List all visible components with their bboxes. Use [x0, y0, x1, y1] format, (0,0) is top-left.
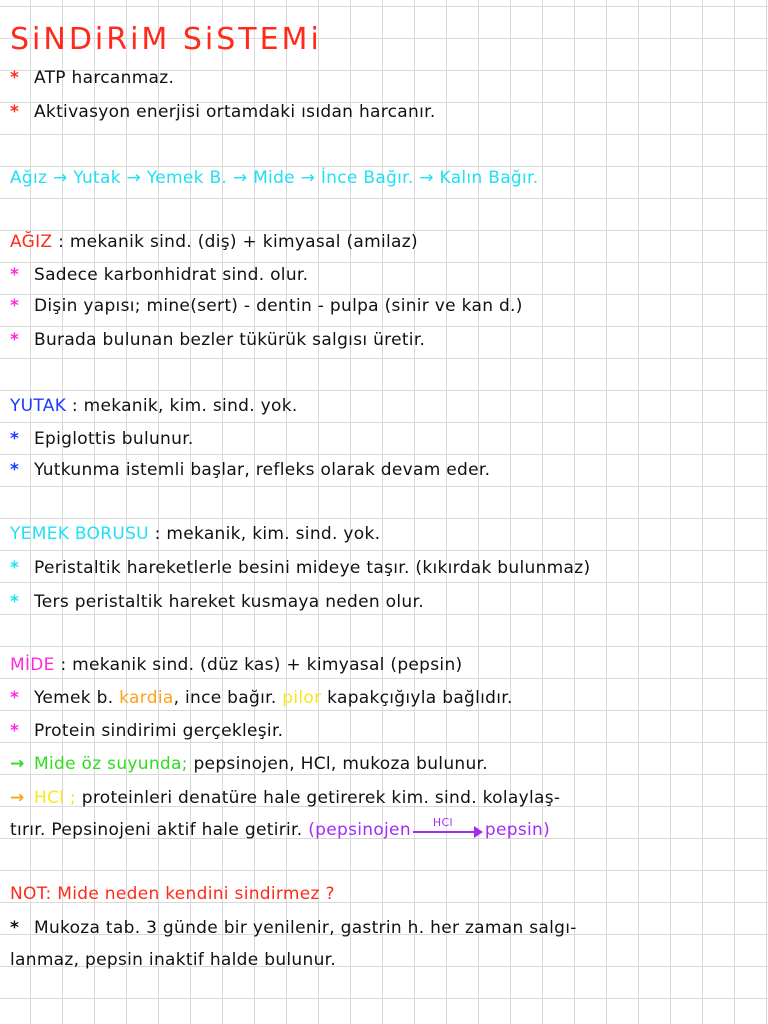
list-item-text: proteinleri denatüre hale getirerek kim. sind. kolaylaş-: [81, 788, 561, 808]
intro-item-text: ATP harcanmaz.: [34, 68, 175, 88]
list-item: [10, 263, 762, 287]
section-title: AĞIZ: [10, 232, 53, 252]
section-desc: : mekanik, kim. sind. yok.: [154, 524, 381, 544]
section-title: YUTAK: [10, 396, 67, 416]
list-item: [10, 556, 762, 580]
list-item: [10, 686, 762, 710]
reaction-reactant: (pepsinojen: [308, 820, 411, 840]
list-item-continued: [10, 818, 762, 842]
arrow-bullet-icon: →: [10, 754, 25, 774]
list-item: [10, 752, 762, 776]
reaction-product: pepsin): [484, 820, 551, 840]
star-bullet-icon: *: [10, 918, 20, 938]
list-item-text: Burada bulunan bezler tükürük salgısı üretir.: [34, 330, 426, 350]
section-desc: : mekanik sind. (diş) + kimyasal (amilaz): [58, 232, 418, 252]
list-item-text: Peristaltik hareketlerle besini mideye taşır. (kıkırdak bulunmaz): [34, 558, 591, 578]
list-item-text: Dişin yapısı; mine(sert) - dentin - pulpa (sinir ve kan d.): [34, 296, 523, 316]
star-bullet-icon: *: [10, 460, 20, 480]
reaction-arrow-icon: [413, 816, 483, 840]
list-item: [10, 328, 762, 352]
note-heading: NOT: Mide neden kendini sindirmez ?: [10, 884, 335, 904]
digestive-flow: Ağız → Yutak → Yemek B. → Mide → İnce Bağır. → Kalın Bağır.: [10, 168, 539, 188]
intro-item: [10, 66, 762, 90]
kardia-term: kardia: [119, 688, 174, 708]
star-bullet-icon: *: [10, 558, 20, 578]
list-item-text: Epiglottis bulunur.: [34, 429, 194, 449]
list-item: [10, 294, 762, 318]
pilor-term: pilor: [282, 688, 322, 708]
list-item-text: Mide öz suyunda;: [34, 754, 188, 774]
star-bullet-icon: *: [10, 296, 20, 316]
list-item: [10, 427, 762, 451]
star-bullet-icon: *: [10, 68, 20, 88]
star-bullet-icon: *: [10, 721, 20, 741]
list-item: [10, 719, 762, 743]
intro-item: [10, 100, 762, 124]
note-line: lanmaz, pepsin inaktif halde bulunur.: [10, 950, 337, 970]
reaction-catalyst: HCl: [432, 816, 453, 829]
page-title: SiNDiRiM SiSTEMi: [10, 22, 322, 57]
list-item-text: Protein sindirimi gerçekleşir.: [34, 721, 284, 741]
list-item-text: Yemek b.: [34, 688, 114, 708]
hcl-term: HCl ;: [34, 788, 77, 808]
star-bullet-icon: *: [10, 265, 20, 285]
section-desc: : mekanik sind. (düz kas) + kimyasal (pepsin): [60, 655, 463, 675]
section-yemek-heading: [10, 522, 762, 546]
section-mide-heading: [10, 653, 762, 677]
section-desc: : mekanik, kim. sind. yok.: [71, 396, 298, 416]
list-item-text: kapakçığıyla bağlıdır.: [327, 688, 513, 708]
section-title: MİDE: [10, 655, 55, 675]
arrow-bullet-icon: →: [10, 788, 25, 808]
intro-item-text: Aktivasyon enerjisi ortamdaki ısıdan harcanır.: [34, 102, 436, 122]
list-item: [10, 786, 762, 810]
star-bullet-icon: *: [10, 102, 20, 122]
list-item: [10, 590, 762, 614]
list-item-text: Sadece karbonhidrat sind. olur.: [34, 265, 309, 285]
list-item-text: Ters peristaltik hareket kusmaya neden olur.: [34, 592, 424, 612]
star-bullet-icon: *: [10, 592, 20, 612]
list-item-text: pepsinojen, HCl, mukoza bulunur.: [193, 754, 488, 774]
star-bullet-icon: *: [10, 688, 20, 708]
list-item-text: Yutkunma istemli başlar, refleks olarak devam eder.: [34, 460, 491, 480]
reaction-equation: [308, 816, 551, 840]
list-item-text: , ince bağır.: [173, 688, 277, 708]
section-title: YEMEK BORUSU: [10, 524, 149, 544]
section-yutak-heading: [10, 394, 762, 418]
note-text: Mukoza tab. 3 günde bir yenilenir, gastrin h. her zaman salgı-: [34, 918, 577, 938]
section-agiz-heading: [10, 230, 762, 254]
star-bullet-icon: *: [10, 330, 20, 350]
list-item: [10, 458, 762, 482]
star-bullet-icon: *: [10, 429, 20, 449]
note-line: [10, 916, 762, 940]
list-item-text: tırır. Pepsinojeni aktif hale getirir.: [10, 820, 303, 840]
